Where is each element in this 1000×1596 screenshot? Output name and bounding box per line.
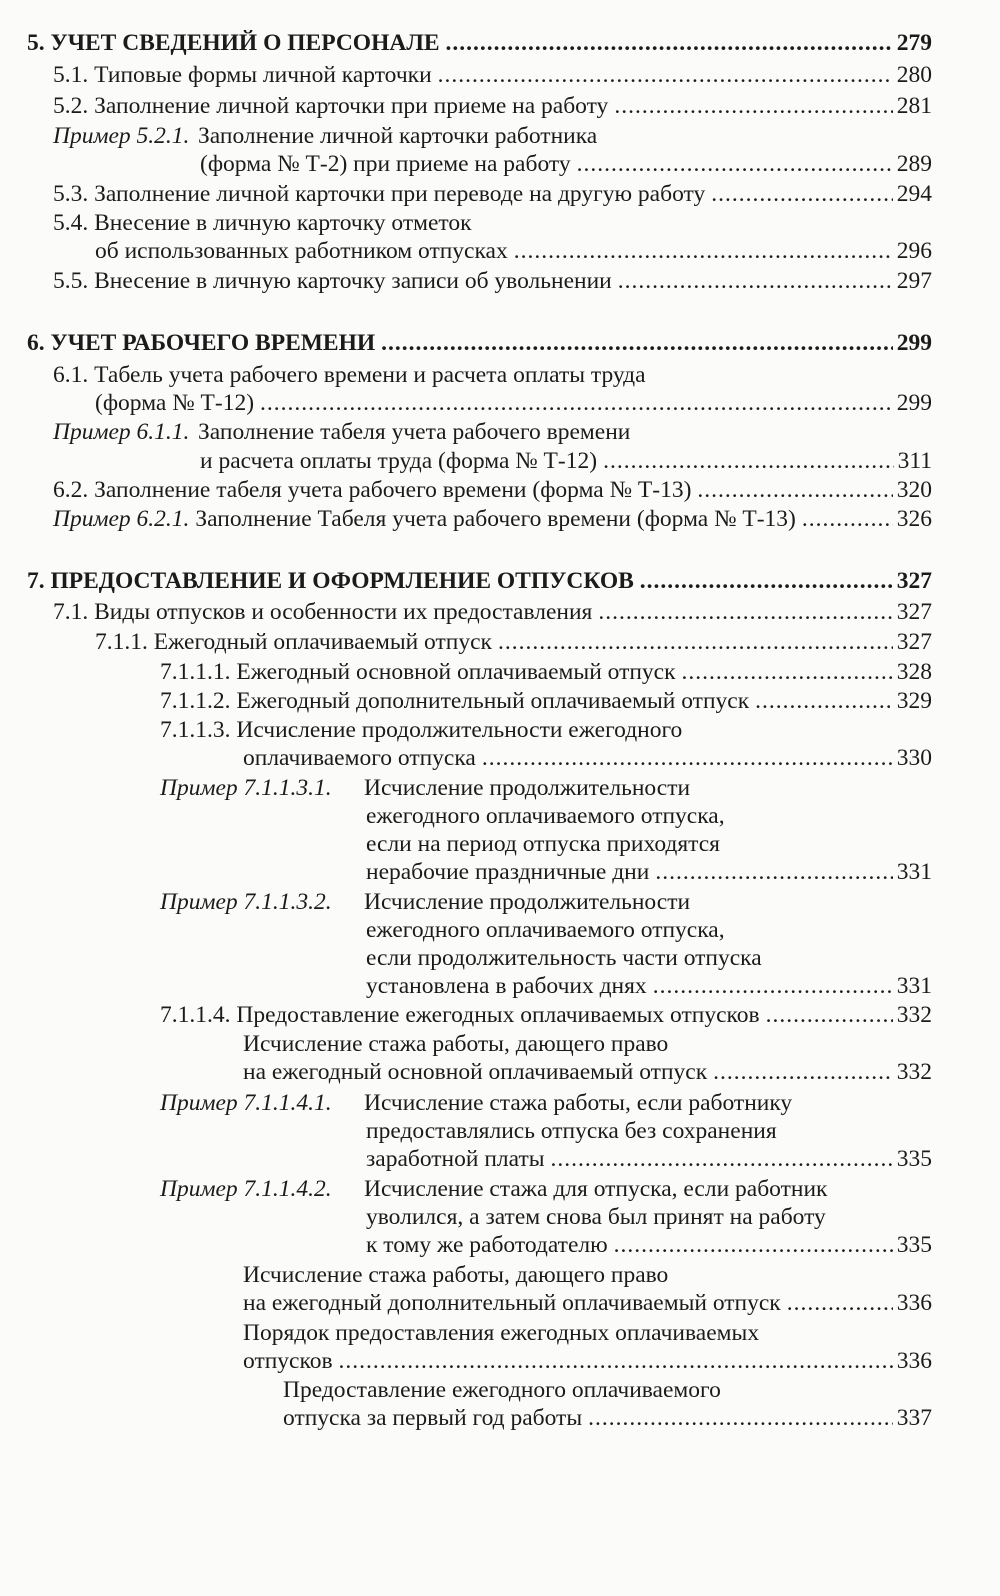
toc-example-7-1-1-3-1-l4[interactable]	[0, 857, 1000, 887]
page-number: 331	[896, 973, 932, 999]
entry-title-line2: на ежегодный дополнительный оплачиваемый отпуск	[243, 1290, 781, 1316]
page-number: 332	[896, 1002, 932, 1028]
toc-entry-7-1[interactable]	[0, 597, 1000, 627]
entry-title: 7.1.1. Ежегодный оплачиваемый отпуск	[95, 629, 492, 655]
entry-title-line1: Исчисление стажа работы, дающего право	[243, 1031, 669, 1057]
toc-subentry-pervyi-god-cont[interactable]	[0, 1403, 1000, 1433]
entry-title-line2: на ежегодный основной оплачиваемый отпуск	[243, 1059, 708, 1085]
dot-leader	[682, 657, 893, 687]
toc-entry-7-1-1-2[interactable]	[0, 686, 1000, 716]
page-number: 327	[896, 629, 932, 655]
toc-entry-7-1-1-1[interactable]	[0, 657, 1000, 687]
entry-title-line1: 5.4. Внесение в личную карточку отметок	[53, 210, 472, 236]
entry-title-line1: Заполнение личной карточки работника	[198, 123, 598, 149]
toc-entry-5-1[interactable]	[0, 60, 1000, 90]
page-number: 336	[896, 1348, 932, 1374]
toc-subentry-stazh-osn-cont[interactable]	[0, 1057, 1000, 1087]
dot-leader	[339, 1346, 893, 1376]
page-number: 294	[896, 181, 932, 207]
toc-subentry-stazh-dop[interactable]	[0, 1260, 1000, 1290]
entry-title-line2: оплачиваемого отпуска	[243, 745, 476, 771]
entry-title-line1: Заполнение табеля учета рабочего времени	[198, 419, 631, 445]
toc-entry-5-4[interactable]	[0, 208, 1000, 238]
entry-title: 7.1.1.1. Ежегодный основной оплачиваемый отпуск	[160, 659, 676, 685]
chapter-title: 7. ПРЕДОСТАВЛЕНИЕ И ОФОРМЛЕНИЕ ОТПУСКОВ	[27, 568, 634, 594]
entry-title: 6.2. Заполнение табеля учета рабочего времени (форма № Т-13)	[53, 477, 692, 503]
example-label: Пример 7.1.1.3.1.	[160, 775, 332, 801]
toc-subentry-stazh-dop-cont[interactable]	[0, 1288, 1000, 1318]
page-number: 331	[896, 859, 932, 885]
toc-example-7-1-1-4-1[interactable]	[0, 1088, 1000, 1118]
entry-title-line2: уволился, а затем снова был принят на работу	[366, 1204, 826, 1230]
example-label: Пример 7.1.1.3.2.	[160, 889, 332, 915]
page-number: 299	[896, 390, 932, 416]
page-number: 320	[896, 477, 932, 503]
page-number: 335	[896, 1232, 932, 1258]
dot-leader	[598, 597, 892, 627]
toc-subentry-poryadok-cont[interactable]	[0, 1346, 1000, 1376]
toc-entry-7-1-1-3[interactable]	[0, 715, 1000, 745]
toc-subentry-pervyi-god[interactable]	[0, 1375, 1000, 1405]
page-number: 337	[896, 1405, 932, 1431]
dot-leader	[697, 475, 892, 505]
toc-example-7-1-1-4-2[interactable]	[0, 1174, 1000, 1204]
page-number: 330	[896, 745, 932, 771]
page-number: 311	[897, 448, 932, 474]
toc-entry-6-1-cont[interactable]	[0, 388, 1000, 418]
page-number: 336	[896, 1290, 932, 1316]
toc-example-7-1-1-3-1-l3	[0, 829, 1000, 859]
toc-example-7-1-1-3-2-l2	[0, 915, 1000, 945]
page-number: 335	[896, 1146, 932, 1172]
example-label: Пример 7.1.1.4.1.	[160, 1090, 332, 1116]
dot-leader	[713, 1057, 893, 1087]
dot-leader	[381, 328, 893, 358]
example-label: Пример 6.1.1.	[53, 419, 190, 445]
entry-title-line4: установлена в рабочих днях	[366, 973, 647, 999]
entry-title-line3: к тому же работодателю	[366, 1232, 608, 1258]
dot-leader	[787, 1288, 893, 1318]
dot-leader	[711, 179, 893, 209]
dot-leader	[551, 1144, 893, 1174]
toc-entry-5-2[interactable]	[0, 91, 1000, 121]
toc-subentry-poryadok[interactable]	[0, 1318, 1000, 1348]
page-number: 326	[896, 506, 932, 532]
entry-title-line2: отпуска за первый год работы	[283, 1405, 583, 1431]
toc-example-7-1-1-3-2[interactable]	[0, 887, 1000, 917]
entry-title-line1: Исчисление стажа работы, если работнику	[364, 1090, 793, 1116]
page-number: 281	[896, 93, 932, 119]
toc-chapter-6[interactable]	[0, 328, 1000, 358]
entry-title-line1: Порядок предоставления ежегодных оплачиваемых	[243, 1320, 760, 1346]
dot-leader	[614, 91, 892, 121]
dot-leader	[482, 743, 893, 773]
toc-example-7-1-1-3-2-l4[interactable]	[0, 971, 1000, 1001]
page-number: 299	[896, 330, 932, 356]
toc-example-7-1-1-3-1-l2	[0, 801, 1000, 831]
toc-entry-7-1-1[interactable]	[0, 627, 1000, 657]
toc-example-7-1-1-4-2-l3[interactable]	[0, 1230, 1000, 1260]
page-number: 332	[896, 1059, 932, 1085]
entry-title-line2: (форма № Т-2) при приеме на работу	[200, 151, 571, 177]
toc-example-7-1-1-4-1-l2	[0, 1116, 1000, 1146]
toc-example-7-1-1-3-2-l3	[0, 943, 1000, 973]
toc-entry-7-1-1-4[interactable]	[0, 1000, 1000, 1030]
toc-chapter-7[interactable]	[0, 566, 1000, 596]
entry-title-line1: Исчисление продолжительности	[364, 775, 691, 801]
toc-example-7-1-1-4-2-l2	[0, 1202, 1000, 1232]
entry-title-line3: если на период отпуска приходятся	[366, 831, 720, 857]
toc-subentry-stazh-osn[interactable]	[0, 1029, 1000, 1059]
entry-title: 5.3. Заполнение личной карточки при переводе на другую работу	[53, 181, 706, 207]
toc-entry-6-1[interactable]	[0, 360, 1000, 390]
toc-entry-5-4-cont[interactable]	[0, 236, 1000, 266]
entry-title-line2: отпусков	[243, 1348, 333, 1374]
chapter-title: 6. УЧЕТ РАБОЧЕГО ВРЕМЕНИ	[27, 330, 376, 356]
entry-title-line3: заработной платы	[366, 1146, 545, 1172]
page-number: 279	[896, 30, 932, 56]
toc-entry-5-5[interactable]	[0, 266, 1000, 296]
toc-example-5-2-1[interactable]	[0, 121, 1000, 151]
example-label: Пример 7.1.1.4.2.	[160, 1176, 332, 1202]
page-number: 328	[896, 659, 932, 685]
entry-title: 5.2. Заполнение личной карточки при приеме на работу	[53, 93, 609, 119]
entry-title: 5.1. Типовые формы личной карточки	[53, 62, 432, 88]
dot-leader	[653, 971, 893, 1001]
entry-title-line2: (форма № Т-12)	[95, 390, 255, 416]
dot-leader	[614, 1230, 893, 1260]
dot-leader	[755, 686, 893, 716]
entry-title-line1: Исчисление стажа для отпуска, если работник	[364, 1176, 828, 1202]
entry-title-line4: нерабочие праздничные дни	[366, 859, 650, 885]
entry-title-line1: Исчисление продолжительности	[364, 889, 691, 915]
toc-entry-5-3[interactable]	[0, 179, 1000, 209]
entry-title: 5.5. Внесение в личную карточку записи об увольнении	[53, 268, 612, 294]
page-number: 289	[896, 151, 932, 177]
entry-title: 7.1.1.2. Ежегодный дополнительный оплачиваемый отпуск	[160, 688, 750, 714]
toc-example-6-1-1[interactable]	[0, 417, 1000, 447]
entry-title-line2: и расчета оплаты труда (форма № Т-12)	[200, 448, 598, 474]
dot-leader	[655, 857, 892, 887]
entry-title: 7.1.1.4. Предоставление ежегодных оплачиваемых отпусков	[160, 1002, 760, 1028]
dot-leader	[446, 28, 893, 58]
entry-title-line1: Исчисление стажа работы, дающего право	[243, 1262, 669, 1288]
dot-leader	[514, 236, 893, 266]
dot-leader	[588, 1403, 893, 1433]
dot-leader	[618, 266, 893, 296]
entry-title: Заполнение Табеля учета рабочего времени (форма № Т-13)	[195, 506, 796, 532]
entry-title-line1: 7.1.1.3. Исчисление продолжительности ежегодного	[160, 717, 683, 743]
dot-leader	[802, 504, 893, 534]
dot-leader	[498, 627, 893, 657]
page-number: 296	[896, 238, 932, 264]
page-number: 327	[896, 599, 932, 625]
toc-example-7-1-1-3-1[interactable]	[0, 773, 1000, 803]
toc-example-5-2-1-cont[interactable]	[0, 149, 1000, 179]
entry-title-line2: ежегодного оплачиваемого отпуска,	[366, 917, 725, 943]
chapter-title: 5. УЧЕТ СВЕДЕНИЙ О ПЕРСОНАЛЕ	[27, 30, 440, 56]
dot-leader	[603, 446, 894, 476]
toc-entry-7-1-1-3-cont[interactable]	[0, 743, 1000, 773]
toc-example-6-2-1[interactable]	[0, 504, 1000, 534]
toc-example-7-1-1-4-1-l3[interactable]	[0, 1144, 1000, 1174]
entry-title: 7.1. Виды отпусков и особенности их предоставления	[53, 599, 593, 625]
dot-leader	[260, 388, 893, 418]
entry-title-line2: предоставлялись отпуска без сохранения	[366, 1118, 777, 1144]
page-number: 327	[896, 568, 932, 594]
page-number: 297	[896, 268, 932, 294]
toc-entry-6-2[interactable]	[0, 475, 1000, 505]
entry-title-line2: об использованных работником отпусках	[95, 238, 508, 264]
entry-title-line1: 6.1. Табель учета рабочего времени и расчета оплаты труда	[53, 362, 646, 388]
example-label: Пример 5.2.1.	[53, 123, 190, 149]
page-number: 280	[896, 62, 932, 88]
toc-example-6-1-1-cont[interactable]	[0, 446, 1000, 476]
entry-title-line3: если продолжительность части отпуска	[366, 945, 762, 971]
dot-leader	[577, 149, 893, 179]
dot-leader	[438, 60, 893, 90]
example-label: Пример 6.2.1.	[53, 506, 190, 532]
dot-leader	[766, 1000, 893, 1030]
dot-leader	[640, 566, 893, 596]
entry-title-line2: ежегодного оплачиваемого отпуска,	[366, 803, 725, 829]
entry-title-line1: Предоставление ежегодного оплачиваемого	[283, 1377, 721, 1403]
toc-chapter-5[interactable]	[0, 28, 1000, 58]
page-number: 329	[896, 688, 932, 714]
